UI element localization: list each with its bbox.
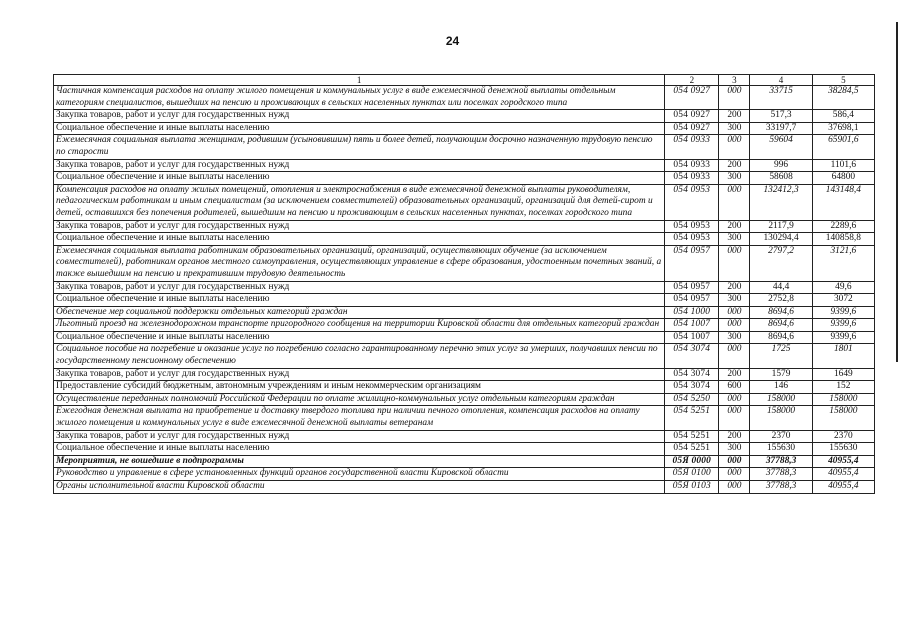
- row-value-2014: 37788,3: [750, 481, 812, 494]
- row-value-2014: 517,3: [750, 110, 812, 123]
- row-value-2015: 1649: [812, 368, 874, 381]
- row-code: 054 1007: [665, 319, 719, 332]
- row-value-2015: 40955,4: [812, 481, 874, 494]
- table-row: [54, 220, 875, 233]
- row-name: Социальное обеспечение и иные выплаты населению: [54, 443, 665, 456]
- row-kind: 200: [719, 430, 750, 443]
- row-kind: 300: [719, 443, 750, 456]
- table-row: [54, 110, 875, 123]
- row-value-2014: 33197,7: [750, 122, 812, 135]
- row-kind: 200: [719, 110, 750, 123]
- row-kind: 000: [719, 406, 750, 430]
- row-kind: 300: [719, 331, 750, 344]
- table-row: [54, 406, 875, 430]
- row-value-2015: 586,4: [812, 110, 874, 123]
- row-value-2015: 3072: [812, 294, 874, 307]
- row-code: 054 0957: [665, 281, 719, 294]
- row-name: Руководство и управление в сфере установленных функций органов государственной власти Кировской области: [54, 468, 665, 481]
- row-name: Мероприятия, не вошедшие в подпрограммы: [54, 455, 665, 468]
- row-kind: 600: [719, 381, 750, 394]
- row-value-2014: 58608: [750, 172, 812, 185]
- row-value-2014: 2752,8: [750, 294, 812, 307]
- table-row: [54, 86, 875, 110]
- row-code: 054 5251: [665, 406, 719, 430]
- row-name: Социальное обеспечение и иные выплаты населению: [54, 233, 665, 246]
- row-name: Закупка товаров, работ и услуг для государственных нужд: [54, 368, 665, 381]
- table-row: [54, 331, 875, 344]
- row-kind: 000: [719, 135, 750, 159]
- row-value-2015: 2289,6: [812, 220, 874, 233]
- row-name: Социальное обеспечение и иные выплаты населению: [54, 294, 665, 307]
- row-name: Закупка товаров, работ и услуг для государственных нужд: [54, 159, 665, 172]
- row-value-2014: 1579: [750, 368, 812, 381]
- row-kind: 200: [719, 281, 750, 294]
- row-kind: 000: [719, 245, 750, 281]
- row-code: 054 5250: [665, 393, 719, 406]
- row-value-2015: 1101,6: [812, 159, 874, 172]
- row-value-2014: 37788,3: [750, 468, 812, 481]
- row-value-2015: 37698,1: [812, 122, 874, 135]
- row-value-2014: 2117,9: [750, 220, 812, 233]
- row-value-2015: 40955,4: [812, 468, 874, 481]
- row-value-2014: 8694,6: [750, 319, 812, 332]
- row-code: 054 0957: [665, 245, 719, 281]
- row-value-2015: 155630: [812, 443, 874, 456]
- row-value-2014: 158000: [750, 393, 812, 406]
- row-code: 054 0953: [665, 220, 719, 233]
- row-name: Закупка товаров, работ и услуг для государственных нужд: [54, 220, 665, 233]
- row-code: 054 0933: [665, 135, 719, 159]
- row-code: 054 3074: [665, 381, 719, 394]
- right-edge-rule: [896, 22, 898, 362]
- budget-table: [53, 74, 875, 494]
- table-row: [54, 245, 875, 281]
- row-value-2015: 1801: [812, 344, 874, 368]
- table-row: [54, 481, 875, 494]
- row-value-2015: 64800: [812, 172, 874, 185]
- row-value-2014: 8694,6: [750, 306, 812, 319]
- header-col-1: 1: [54, 75, 665, 86]
- table-row: [54, 159, 875, 172]
- row-code: 05Я 0100: [665, 468, 719, 481]
- row-value-2014: 2797,2: [750, 245, 812, 281]
- row-code: 054 1000: [665, 306, 719, 319]
- row-kind: 000: [719, 184, 750, 220]
- row-value-2015: 9399,6: [812, 331, 874, 344]
- row-code: 054 3074: [665, 344, 719, 368]
- row-value-2014: 1725: [750, 344, 812, 368]
- row-name: Закупка товаров, работ и услуг для государственных нужд: [54, 430, 665, 443]
- header-col-2: 2: [665, 75, 719, 86]
- row-code: 054 5251: [665, 443, 719, 456]
- row-kind: 000: [719, 468, 750, 481]
- row-value-2015: 49,6: [812, 281, 874, 294]
- row-kind: 000: [719, 86, 750, 110]
- table-row: [54, 443, 875, 456]
- header-col-4: 4: [750, 75, 812, 86]
- row-name: Социальное обеспечение и иные выплаты населению: [54, 331, 665, 344]
- row-code: 054 1007: [665, 331, 719, 344]
- row-name: Социальное обеспечение и иные выплаты населению: [54, 122, 665, 135]
- row-name: Ежемесячная социальная выплата женщинам, родившим (усыновившим) пять и более детей, получающим досрочно назначенную трудовую пенсию по старости: [54, 135, 665, 159]
- row-value-2014: 158000: [750, 406, 812, 430]
- row-value-2014: 132412,3: [750, 184, 812, 220]
- table-row: [54, 468, 875, 481]
- row-value-2015: 65901,6: [812, 135, 874, 159]
- row-code: 054 0927: [665, 122, 719, 135]
- table-row: [54, 430, 875, 443]
- row-name: Социальное обеспечение и иные выплаты населению: [54, 172, 665, 185]
- row-code: 05Я 0000: [665, 455, 719, 468]
- table-row: [54, 393, 875, 406]
- row-value-2015: 140858,8: [812, 233, 874, 246]
- row-name: Закупка товаров, работ и услуг для государственных нужд: [54, 110, 665, 123]
- row-value-2014: 2370: [750, 430, 812, 443]
- row-kind: 000: [719, 393, 750, 406]
- row-kind: 300: [719, 294, 750, 307]
- budget-table-body: [54, 75, 875, 494]
- row-name: Обеспечение мер социальной поддержки отдельных категорий граждан: [54, 306, 665, 319]
- row-code: 054 0933: [665, 172, 719, 185]
- row-code: 054 0927: [665, 110, 719, 123]
- row-code: 054 5251: [665, 430, 719, 443]
- table-row: [54, 122, 875, 135]
- table-header-row: [54, 75, 875, 86]
- row-name: Компенсация расходов на оплату жилых помещений, отопления и электроснабжения в виде ежемесячной денежной выплаты руководителям, педагогическим работникам и иным специалистам (за исключением совместителей) образовательных организаций, организаций для детей-сирот и детей, оставшихся без попечения родителей, вышедшим на пенсию и проживающим в сельских населенных пунктах, поселках городского типа: [54, 184, 665, 220]
- row-value-2014: 130294,4: [750, 233, 812, 246]
- table-row: [54, 319, 875, 332]
- table-row: [54, 172, 875, 185]
- row-value-2015: 40955,4: [812, 455, 874, 468]
- row-kind: 000: [719, 306, 750, 319]
- row-code: 054 0953: [665, 184, 719, 220]
- row-kind: 200: [719, 159, 750, 172]
- row-value-2015: 38284,5: [812, 86, 874, 110]
- row-value-2014: 44,4: [750, 281, 812, 294]
- row-name: Льготный проезд на железнодорожном транспорте пригородного сообщения на территории Кировской области для отдельных категорий граждан: [54, 319, 665, 332]
- row-name: Органы исполнительной власти Кировской области: [54, 481, 665, 494]
- row-value-2014: 37788,3: [750, 455, 812, 468]
- row-code: 054 0927: [665, 86, 719, 110]
- table-row: [54, 184, 875, 220]
- table-row: [54, 233, 875, 246]
- page-number: 24: [445, 34, 460, 48]
- row-value-2015: 3121,6: [812, 245, 874, 281]
- row-kind: 300: [719, 233, 750, 246]
- row-value-2015: 143148,4: [812, 184, 874, 220]
- row-code: 054 3074: [665, 368, 719, 381]
- row-value-2015: 9399,6: [812, 319, 874, 332]
- row-value-2015: 158000: [812, 406, 874, 430]
- row-code: 054 0957: [665, 294, 719, 307]
- row-code: 05Я 0103: [665, 481, 719, 494]
- table-row: [54, 368, 875, 381]
- row-kind: 300: [719, 122, 750, 135]
- table-row: [54, 306, 875, 319]
- table-row: [54, 381, 875, 394]
- row-name: Предоставление субсидий бюджетным, автономным учреждениям и иным некоммерческим организациям: [54, 381, 665, 394]
- row-kind: 000: [719, 481, 750, 494]
- row-name: Осуществление переданных полномочий Российской Федерации по оплате жилищно-коммунальных услуг отдельным категориям граждан: [54, 393, 665, 406]
- row-value-2015: 158000: [812, 393, 874, 406]
- row-name: Ежегодная денежная выплата на приобретение и доставку твердого топлива при наличии печного отопления, компенсация расходов на оплату жилого помещения и коммунальных услуг в виде ежемесячной денежной выплаты ветеранам: [54, 406, 665, 430]
- row-kind: 000: [719, 455, 750, 468]
- table-row: [54, 294, 875, 307]
- table-row: [54, 455, 875, 468]
- row-name: Закупка товаров, работ и услуг для государственных нужд: [54, 281, 665, 294]
- row-kind: 200: [719, 220, 750, 233]
- row-value-2014: 33715: [750, 86, 812, 110]
- table-row: [54, 344, 875, 368]
- row-code: 054 0933: [665, 159, 719, 172]
- row-name: Социальное пособие на погребение и оказание услуг по погребению согласно гарантированному перечню этих услуг за умерших, получавших пенсии по государственному пенсионному обеспечению: [54, 344, 665, 368]
- table-row: [54, 135, 875, 159]
- row-value-2014: 155630: [750, 443, 812, 456]
- row-value-2014: 146: [750, 381, 812, 394]
- row-name: Ежемесячная социальная выплата работникам образовательных организаций, организаций, осуществляющих обучение (за исключением совместителей), работникам органов местного самоуправления, осуществляющих управление в сфере образования, удостоенным почетных званий, а также вышедшим на пенсию и прекратившим трудовую деятельность: [54, 245, 665, 281]
- header-col-3: 3: [719, 75, 750, 86]
- table-row: [54, 281, 875, 294]
- row-value-2015: 9399,6: [812, 306, 874, 319]
- row-value-2015: 2370: [812, 430, 874, 443]
- header-col-5: 5: [812, 75, 874, 86]
- row-code: 054 0953: [665, 233, 719, 246]
- row-value-2014: 59604: [750, 135, 812, 159]
- row-kind: 300: [719, 172, 750, 185]
- row-name: Частичная компенсация расходов на оплату жилого помещения и коммунальных услуг в виде ежемесячной денежной выплаты отдельным категориям специалистов, вышедших на пенсию и проживающих в сельских населенных пунктах или поселках городского типа: [54, 86, 665, 110]
- row-kind: 200: [719, 368, 750, 381]
- row-value-2015: 152: [812, 381, 874, 394]
- row-value-2014: 8694,6: [750, 331, 812, 344]
- row-kind: 000: [719, 319, 750, 332]
- row-kind: 000: [719, 344, 750, 368]
- row-value-2014: 996: [750, 159, 812, 172]
